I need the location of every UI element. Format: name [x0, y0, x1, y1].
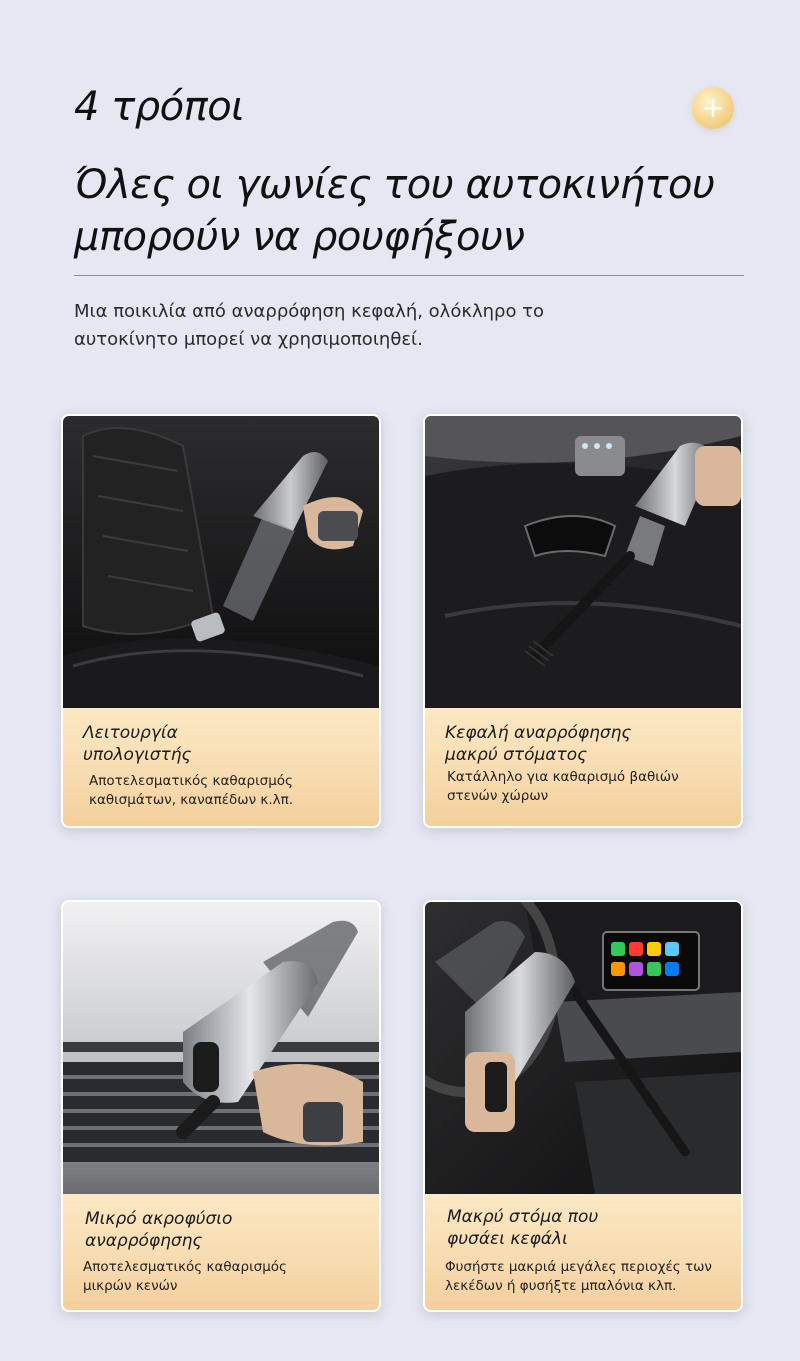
door-vacuum-photo: [425, 416, 741, 708]
vent-vacuum-photo: [63, 902, 379, 1194]
card-desc-line-2: λεκέδων ή φυσήξτε μπαλόνια κλπ.: [445, 1278, 677, 1294]
card-title: [85, 1208, 232, 1252]
card-title: [83, 722, 192, 766]
card-title-line-2: μακρύ στόματος: [445, 745, 588, 765]
caption-panel: [425, 1194, 741, 1310]
caption-panel: [63, 1194, 379, 1310]
page-title-line-1: Όλες οι γωνίες του αυτοκινήτου: [74, 162, 715, 208]
card-title: [445, 722, 631, 766]
card-desc-line-1: Κατάλληλο για καθαρισμό βαθιών: [447, 769, 679, 785]
feature-card-small-nozzle: [61, 900, 381, 1312]
card-title-line-2: φυσάει κεφάλι: [447, 1229, 568, 1249]
card-desc-line-1: Αποτελεσματικός καθαρισμός: [83, 1259, 287, 1275]
plus-icon: [692, 87, 734, 129]
card-description: [445, 1258, 712, 1296]
card-desc-line-1: Φυσήστε μακριά μεγάλες περιοχές των: [445, 1259, 712, 1275]
caption-panel: [425, 708, 741, 826]
card-title-line-1: Κεφαλή αναρρόφησης: [445, 723, 632, 743]
card-title-line-2: υπολογιστής: [83, 745, 192, 765]
feature-card-long-nozzle: [423, 414, 743, 828]
plus-symbol: +: [701, 91, 725, 124]
intro-text: [74, 298, 674, 354]
intro-line-2: αυτοκίνητο μπορεί να χρησιμοποιηθεί.: [74, 329, 423, 350]
card-desc-line-1: Αποτελεσματικός καθαρισμός: [89, 773, 293, 789]
card-title-line-1: Μακρύ στόμα που: [447, 1207, 599, 1227]
page-title-line-2: μπορούν να ρουφήξουν: [74, 214, 525, 260]
caption-panel: [63, 708, 379, 826]
card-description: [447, 768, 679, 806]
dashboard-vacuum-photo: [425, 902, 741, 1194]
card-title-line-2: αναρρόφησης: [85, 1231, 203, 1251]
title-divider: [74, 275, 744, 276]
card-title-line-1: Μικρό ακροφύσιο: [85, 1209, 233, 1229]
card-desc-line-2: καθισμάτων, καναπέδων κ.λπ.: [89, 792, 294, 808]
seat-vacuum-photo: [63, 416, 379, 708]
modes-count-heading: 4 τρόποι: [74, 84, 245, 130]
intro-line-1: Μια ποικιλία από αναρρόφηση κεφαλή, ολόκληρο το: [74, 301, 545, 322]
card-title: [447, 1206, 598, 1250]
card-description: [89, 772, 293, 810]
card-description: [83, 1258, 287, 1296]
card-title-line-1: Λειτουργία: [83, 723, 178, 743]
feature-card-computer-mode: [61, 414, 381, 828]
card-desc-line-2: μικρών κενών: [83, 1278, 178, 1294]
card-desc-line-2: στενών χώρων: [447, 788, 549, 804]
feature-card-blower-head: [423, 900, 743, 1312]
